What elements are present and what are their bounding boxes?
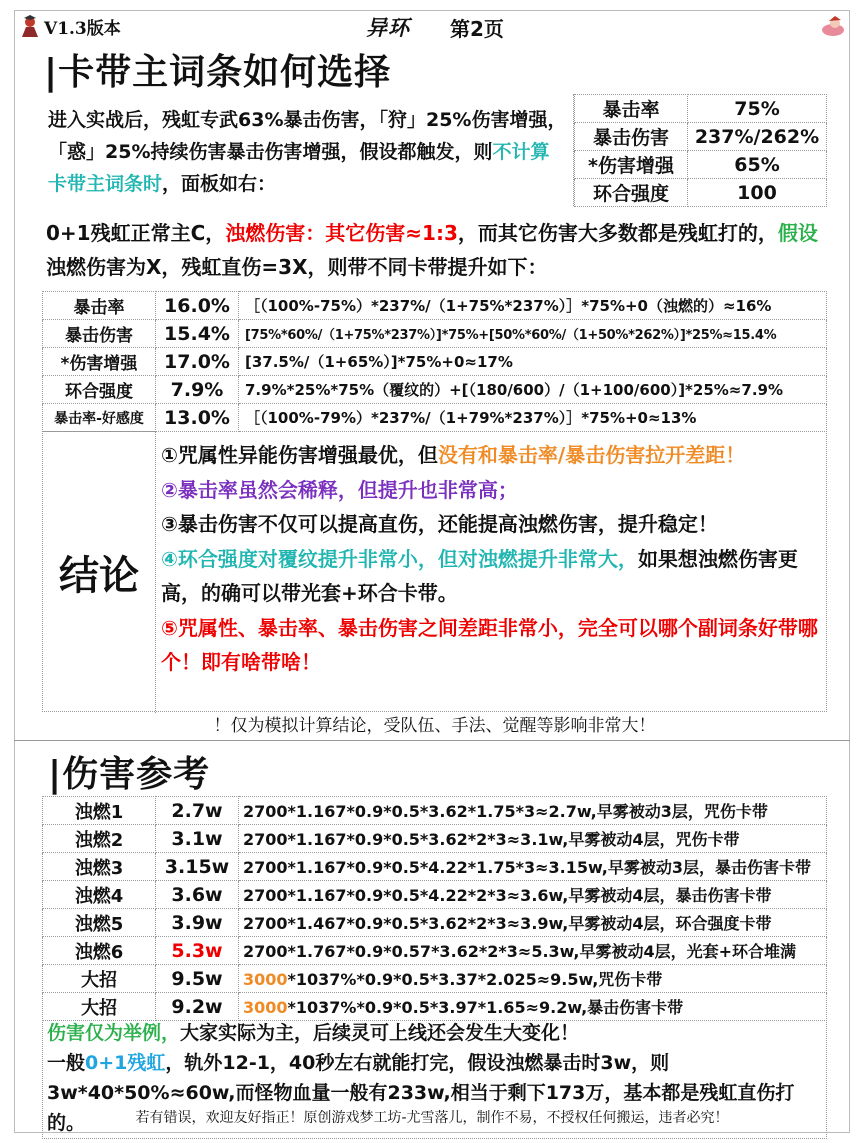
row-formula: ［（100%-79%）*237%/（1+79%*237%）］*75%+0≈13% — [239, 404, 827, 432]
panel-label: 环合强度 — [575, 179, 688, 207]
row-value: 9.2w — [156, 993, 239, 1021]
table-row — [575, 95, 827, 123]
row-formula: 2700*1.167*0.9*0.5*4.22*1.75*3≈3.15w,早雾被动3层，暴击伤害卡带 — [239, 853, 827, 881]
conclusion-box — [42, 431, 827, 712]
row-label: 浊燃3 — [43, 853, 156, 881]
row-value: 15.4% — [156, 320, 239, 348]
row-formula: [75%*60%/（1+75%*237%）]*75%+[50%*60%/（1+50%*262%）]*25%≈15.4% — [239, 320, 827, 348]
panel-value: 75% — [688, 95, 827, 123]
row-label: 环合强度 — [43, 376, 156, 404]
table-row — [43, 320, 827, 348]
row-value: 13.0% — [156, 404, 239, 432]
row-value: 2.7w — [156, 797, 239, 825]
brand-title: 异环 — [366, 16, 410, 40]
row-formula: 2700*1.167*0.9*0.5*4.22*2*3≈3.6w,早雾被动4层，暴击伤害卡带 — [239, 881, 827, 909]
panel-label: 暴击伤害 — [575, 123, 688, 151]
row-label: 大招 — [43, 993, 156, 1021]
row-label: 浊燃2 — [43, 825, 156, 853]
intro-paragraph — [42, 94, 574, 206]
row-value: 3.9w — [156, 909, 239, 937]
table-row — [575, 179, 827, 207]
intro-text-end: ，面板如右： — [162, 173, 277, 195]
panel-value: 100 — [688, 179, 827, 207]
para-red: 浊燃伤害：其它伤害≈1:3 — [225, 221, 458, 245]
conclusion-point-1: ①咒属性异能伤害增强最优，但没有和暴击率/暴击伤害拉开差距！ — [161, 443, 746, 467]
row-label: 浊燃1 — [43, 797, 156, 825]
row-label: 暴击率 — [43, 292, 156, 320]
footer-note: 若有错误，欢迎友好指正！原创游戏梦工坊-尤雪落儿，制作不易，不授权任何搬运，违者必究！ — [135, 1110, 729, 1126]
section-title-damage: |伤害参考 — [48, 754, 211, 795]
explanation-line-2: 一般0+1残虹，轨外12-1，40秒左右就能打完，假设浊燃暴击时3w，则3w*40*50%≈60w,而怪物血量一般有233w,相当于剩下173万，基本都是残虹直伤打的。 — [47, 1052, 795, 1134]
row-formula: 2700*1.767*0.9*0.57*3.62*2*3≈5.3w,早雾被动4层，光套+环合堆满 — [239, 937, 827, 965]
intro-text: 进入实战后，残虹专武63%暴击伤害，「狩」25%伤害增强，「惑」25%持续伤害暴击伤害增强，假设都触发，则 — [48, 109, 567, 163]
page-number: 第2页 — [450, 17, 504, 41]
row-formula: 3000*1037%*0.9*0.5*3.97*1.65≈9.2w,暴击伤害卡带 — [239, 993, 827, 1021]
table-row — [43, 825, 827, 853]
stat-panel-table — [574, 94, 827, 207]
table-row — [43, 853, 827, 881]
table-row — [43, 348, 827, 376]
conclusion-body — [161, 438, 825, 680]
panel-value: 237%/262% — [688, 123, 827, 151]
row-label: 浊燃6 — [43, 937, 156, 965]
table-row — [43, 937, 827, 965]
row-formula: 2700*1.167*0.9*0.5*3.62*1.75*3≈2.7w,早雾被动3层，咒伤卡带 — [239, 797, 827, 825]
row-value: 9.5w — [156, 965, 239, 993]
row-value: 3.6w — [156, 881, 239, 909]
explanation-line-1: 伤害仅为举例，大家实际为主，后续灵可上线还会发生大变化！ — [47, 1022, 580, 1044]
panel-value: 65% — [688, 151, 827, 179]
table-row — [575, 151, 827, 179]
table-row — [43, 376, 827, 404]
table-row — [43, 965, 827, 993]
row-label: 浊燃4 — [43, 881, 156, 909]
table-row — [575, 123, 827, 151]
top-bar — [14, 12, 850, 40]
table-row — [43, 292, 827, 320]
table-row — [43, 881, 827, 909]
panel-label: 暴击率 — [575, 95, 688, 123]
row-formula: 7.9%*25%*75%（覆纹的）+[（180/600）/（1+100/600）]*25%≈7.9% — [239, 376, 827, 404]
character-logo-icon — [18, 14, 42, 38]
para-text: 浊燃伤害为X，残虹直伤=3X，则带不同卡带提升如下： — [46, 255, 548, 279]
para-text: 0+1残虹正常主C， — [46, 221, 226, 245]
row-formula: ［（100%-75%）*237%/（1+75%*237%）］*75%+0（浊燃的）≈16% — [239, 292, 827, 320]
damage-table — [42, 796, 827, 1021]
row-formula: 3000*1037%*0.9*0.5*3.37*2.025≈9.5w,咒伤卡带 — [239, 965, 827, 993]
table-row — [43, 993, 827, 1021]
row-label: 暴击率-好感度 — [43, 404, 156, 432]
para-text: ，而其它伤害大多数都是残虹打的， — [457, 221, 778, 245]
row-value: 16.0% — [156, 292, 239, 320]
row-value: 7.9% — [156, 376, 239, 404]
section-divider — [14, 740, 850, 741]
table-row — [43, 909, 827, 937]
para-green: 假设 — [777, 221, 818, 245]
conclusion-point-3: ③暴击伤害不仅可以提高直伤，还能提高浊燃伤害，提升稳定！ — [161, 512, 718, 536]
section-title-main-stat: |卡带主词条如何选择 — [44, 52, 392, 93]
row-value: 3.1w — [156, 825, 239, 853]
conclusion-point-5: ⑤咒属性、暴击率、暴击伤害之间差距非常小，完全可以哪个副词条好带哪个！即有啥带啥！ — [161, 615, 818, 674]
character-chibi-icon — [820, 14, 846, 38]
panel-label: *伤害增强 — [575, 151, 688, 179]
version-label: V1.3版本 — [44, 19, 121, 39]
row-formula: 2700*1.467*0.9*0.5*3.62*2*3≈3.9w,早雾被动4层，环合强度卡带 — [239, 909, 827, 937]
assumption-paragraph — [42, 210, 827, 290]
conclusion-label: 结论 — [43, 432, 156, 713]
row-formula: 2700*1.167*0.9*0.5*3.62*2*3≈3.1w,早雾被动4层，咒伤卡带 — [239, 825, 827, 853]
improvement-table — [42, 291, 827, 432]
disclaimer-note: ！仅为模拟计算结论，受队伍、手法、觉醒等影响非常大！ — [213, 716, 656, 736]
row-value: 5.3w — [156, 937, 239, 965]
conclusion-point-4: ④环合强度对覆纹提升非常小，但对浊燃提升非常大，如果想浊燃伤害更高，的确可以带光套+环合卡带。 — [161, 546, 798, 605]
intro-highlight: 不计算卡带主词条时 — [48, 141, 550, 195]
conclusion-point-2: ②暴击率虽然会稀释，但提升也非常高； — [161, 477, 518, 502]
row-formula: [37.5%/（1+65%）]*75%+0≈17% — [239, 348, 827, 376]
table-row — [43, 797, 827, 825]
row-value: 3.15w — [156, 853, 239, 881]
row-value: 17.0% — [156, 348, 239, 376]
row-label: 浊燃5 — [43, 909, 156, 937]
row-label: 大招 — [43, 965, 156, 993]
row-label: *伤害增强 — [43, 348, 156, 376]
table-row — [43, 404, 827, 432]
row-label: 暴击伤害 — [43, 320, 156, 348]
